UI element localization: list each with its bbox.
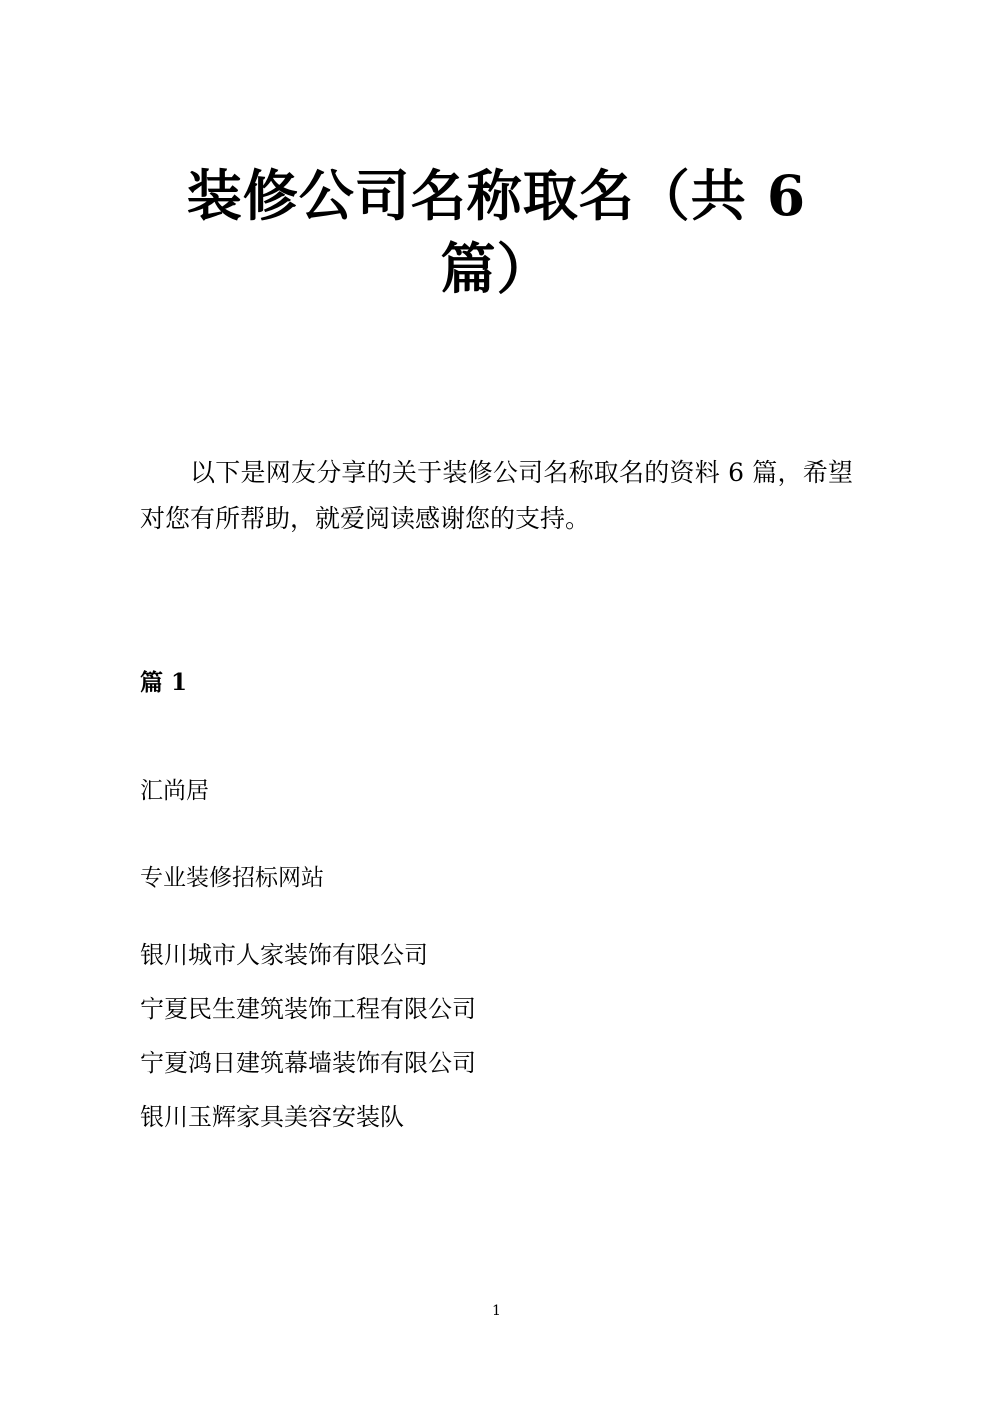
list-item: 宁夏鸿日建筑幕墙装饰有限公司 [140, 1049, 476, 1078]
page-title: 装修公司名称取名（共 6 篇） [186, 163, 807, 301]
paragraph-site-description: 专业装修招标网站 [140, 865, 324, 892]
list-item: 宁夏民生建筑装饰工程有限公司 [140, 995, 476, 1024]
intro-paragraph: 以下是网友分享的关于装修公司名称取名的资料 6 篇，希望对您有所帮助，就爱阅读感谢您的支持。 [140, 458, 853, 534]
page-number: 1 [492, 1303, 501, 1319]
list-item: 银川玉辉家具美容安装队 [140, 1103, 404, 1132]
list-item: 银川城市人家装饰有限公司 [140, 941, 428, 970]
section-label: 篇 1 [140, 668, 188, 696]
company-list [140, 897, 853, 1159]
document-body [140, 0, 853, 1159]
paragraph-brand-name: 汇尚居 [140, 778, 209, 805]
